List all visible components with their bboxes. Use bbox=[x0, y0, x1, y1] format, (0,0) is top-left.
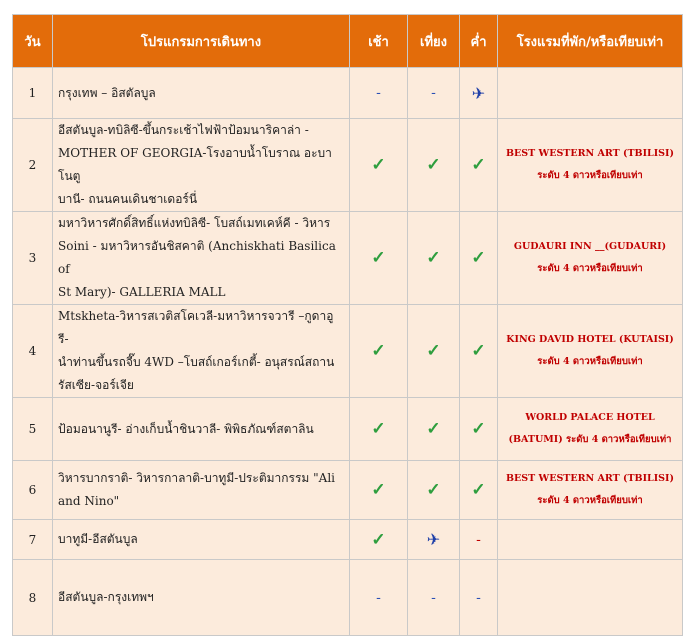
program-line: Soini - มหาวิหารอันชิสคาติ (Anchiskhati Basilica of bbox=[58, 239, 336, 276]
program-line: and Nino" bbox=[58, 494, 120, 508]
program-line: รัสเซีย-จอร์เจีย bbox=[58, 378, 134, 392]
lunch-cell bbox=[408, 119, 460, 212]
airplane-icon: ✈ bbox=[471, 83, 486, 103]
checkmark-icon: ✓ bbox=[371, 529, 386, 550]
dinner-cell bbox=[460, 119, 498, 212]
header-lunch: เที่ยง bbox=[408, 15, 460, 68]
hotel-line: GUDAURI INN __(GUDAURI) bbox=[513, 241, 667, 252]
breakfast-cell bbox=[350, 461, 408, 520]
breakfast-cell bbox=[350, 68, 408, 119]
hotel-line: WORLD PALACE HOTEL bbox=[525, 412, 655, 423]
breakfast-cell bbox=[350, 305, 408, 398]
dash-icon: - bbox=[376, 589, 381, 606]
day-number: 4 bbox=[13, 305, 53, 398]
checkmark-icon: ✓ bbox=[471, 341, 486, 361]
program-line: St Mary)- GALLERIA MALL bbox=[58, 285, 226, 299]
hotel-line: ระดับ 4 ดาวหรือเทียบเท่า bbox=[537, 495, 643, 506]
breakfast-cell bbox=[350, 560, 408, 636]
program-cell bbox=[53, 212, 350, 305]
hotel-line: BEST WESTERN ART (TBILISI) bbox=[506, 473, 674, 484]
day-number: 5 bbox=[13, 398, 53, 461]
lunch-cell bbox=[408, 68, 460, 119]
header-hotel: โรงแรมที่พัก/หรือเทียบเท่า bbox=[498, 15, 683, 68]
program-line: บานี- ถนนคนเดินชาเดอร์นี่ bbox=[58, 192, 198, 206]
lunch-cell bbox=[408, 461, 460, 520]
hotel-line: ระดับ 4 ดาวหรือเทียบเท่า bbox=[537, 170, 643, 181]
dash-icon: - bbox=[476, 589, 481, 606]
program-line: บาทูมี-อีสตันบูล bbox=[58, 532, 138, 546]
hotel-cell bbox=[498, 560, 683, 636]
program-cell bbox=[53, 461, 350, 520]
header-breakfast: เช้า bbox=[350, 15, 408, 68]
itinerary-table bbox=[12, 14, 683, 636]
checkmark-icon: ✓ bbox=[426, 155, 441, 175]
program-cell bbox=[53, 68, 350, 119]
checkmark-icon: ✓ bbox=[426, 419, 441, 439]
table-row bbox=[13, 461, 683, 520]
table-row bbox=[13, 119, 683, 212]
hotel-line: (BATUMI) ระดับ 4 ดาวหรือเทียบเท่า bbox=[508, 434, 672, 445]
program-line: Mtskheta-วิหารสเวติสโคเวลี-มหาวิหารจวารี –กูดาอูรี- bbox=[58, 309, 334, 346]
dinner-cell bbox=[460, 212, 498, 305]
dash-icon: - bbox=[476, 531, 481, 548]
dinner-cell bbox=[460, 520, 498, 560]
hotel-line: KING DAVID HOTEL (KUTAISI) bbox=[506, 334, 674, 345]
checkmark-icon: ✓ bbox=[471, 419, 486, 439]
program-cell bbox=[53, 119, 350, 212]
header-day: วัน bbox=[13, 15, 53, 68]
dinner-cell bbox=[460, 398, 498, 461]
program-line: กรุงเทพ – อิสตัลบูล bbox=[58, 85, 156, 100]
program-line: MOTHER OF GEORGIA-โรงอาบน้ำโบราณ อะบาโนตู bbox=[58, 146, 332, 183]
table-row bbox=[13, 398, 683, 461]
day-number: 6 bbox=[13, 461, 53, 520]
hotel-line: ระดับ 4 ดาวหรือเทียบเท่า bbox=[537, 356, 643, 367]
header-dinner: ค่ำ bbox=[460, 15, 498, 68]
checkmark-icon: ✓ bbox=[471, 248, 486, 268]
program-cell bbox=[53, 398, 350, 461]
dinner-cell bbox=[460, 305, 498, 398]
hotel-cell bbox=[498, 212, 683, 305]
hotel-cell bbox=[498, 119, 683, 212]
dash-icon: - bbox=[431, 85, 436, 101]
table-row bbox=[13, 305, 683, 398]
hotel-cell bbox=[498, 305, 683, 398]
table-row bbox=[13, 68, 683, 119]
table-row bbox=[13, 520, 683, 560]
day-number: 2 bbox=[13, 119, 53, 212]
table-row bbox=[13, 212, 683, 305]
itinerary-table-wrapper bbox=[12, 14, 682, 636]
lunch-cell bbox=[408, 212, 460, 305]
hotel-cell bbox=[498, 68, 683, 119]
checkmark-icon: ✓ bbox=[471, 155, 486, 175]
checkmark-icon: ✓ bbox=[426, 480, 441, 500]
program-line: อีสตันบูล-กรุงเทพฯ bbox=[58, 590, 154, 604]
checkmark-icon: ✓ bbox=[426, 341, 441, 361]
hotel-cell bbox=[498, 520, 683, 560]
lunch-cell bbox=[408, 520, 460, 560]
hotel-cell bbox=[498, 461, 683, 520]
dinner-cell bbox=[460, 560, 498, 636]
dash-icon: - bbox=[431, 589, 436, 606]
checkmark-icon: ✓ bbox=[426, 248, 441, 268]
lunch-cell bbox=[408, 398, 460, 461]
checkmark-icon: ✓ bbox=[371, 419, 386, 439]
program-line: มหาวิหารศักดิ์สิทธิ์แห่งทบิลิซี- โบสถ์เมทเคห์คี - วิหาร bbox=[58, 216, 331, 230]
hotel-line: BEST WESTERN ART (TBILISI) bbox=[506, 148, 674, 159]
day-number: 1 bbox=[13, 68, 53, 119]
checkmark-icon: ✓ bbox=[371, 155, 386, 175]
hotel-line: ระดับ 4 ดาวหรือเทียบเท่า bbox=[537, 263, 643, 274]
breakfast-cell bbox=[350, 212, 408, 305]
program-cell bbox=[53, 305, 350, 398]
program-cell bbox=[53, 520, 350, 560]
lunch-cell bbox=[408, 305, 460, 398]
hotel-cell bbox=[498, 398, 683, 461]
checkmark-icon: ✓ bbox=[371, 248, 386, 268]
dinner-cell bbox=[460, 461, 498, 520]
breakfast-cell bbox=[350, 398, 408, 461]
program-line: นำท่านขึ้นรถจี๊บ 4WD –โบสถ์เกอร์เกตี้- อนุสรณ์สถาน bbox=[58, 355, 335, 369]
table-row bbox=[13, 560, 683, 636]
program-line: อีสตันบูล-ทบิลิซี-ขึ้นกระเช้าไฟฟ้าป้อมนาริคาล่า - bbox=[58, 123, 309, 137]
lunch-cell bbox=[408, 560, 460, 636]
header-program: โปรแกรมการเดินทาง bbox=[53, 15, 350, 68]
day-number: 8 bbox=[13, 560, 53, 636]
dinner-cell bbox=[460, 68, 498, 119]
itinerary-body bbox=[13, 68, 683, 636]
airplane-icon: ✈ bbox=[426, 530, 441, 549]
checkmark-icon: ✓ bbox=[471, 480, 486, 500]
program-line: วิหารบากราติ- วิหารกาลาติ-บาทูมี-ประติมากรรม "Ali bbox=[58, 471, 335, 485]
program-line: ป้อมอนานูรี- อ่างเก็บน้ำชินวาลี- พิพิธภัณฑ์สตาลิน bbox=[58, 421, 314, 436]
breakfast-cell bbox=[350, 520, 408, 560]
checkmark-icon: ✓ bbox=[371, 480, 386, 500]
day-number: 3 bbox=[13, 212, 53, 305]
breakfast-cell bbox=[350, 119, 408, 212]
checkmark-icon: ✓ bbox=[371, 341, 386, 361]
day-number: 7 bbox=[13, 520, 53, 560]
dash-icon: - bbox=[376, 85, 381, 101]
header-row bbox=[13, 15, 683, 68]
program-cell bbox=[53, 560, 350, 636]
